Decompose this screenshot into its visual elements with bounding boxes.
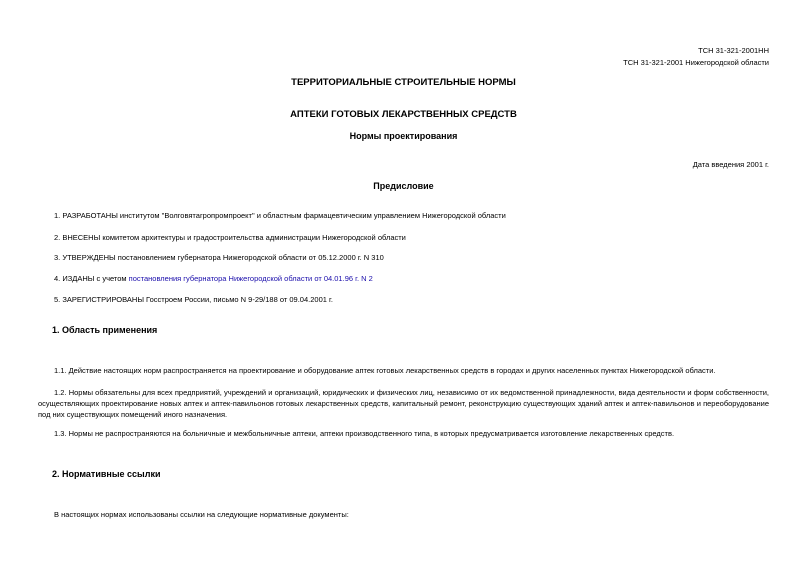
document-code: ТСН 31-321-2001НН [698,46,769,55]
preface-heading: Предисловие [373,181,434,191]
preface-item-1: 1. РАЗРАБОТАНЫ институтом "Волговятагропромпроект" и областным фармацевтическим управлением Нижегородской области [54,211,506,220]
section-1-heading: 1. Область применения [52,325,158,335]
document-title: ТЕРРИТОРИАЛЬНЫЕ СТРОИТЕЛЬНЫЕ НОРМЫ [291,77,516,88]
section-1-paragraph-1: 1.1. Действие настоящих норм распространяется на проектирование и оборудование аптек готовых лекарственных средств в городах и других населенных пунктах Нижегородской области. [54,366,716,375]
preface-item-5: 5. ЗАРЕГИСТРИРОВАНЫ Госстроем России, письмо N 9-29/188 от 09.04.2001 г. [54,295,333,304]
section-1-paragraph-3: 1.3. Нормы не распространяются на больничные и межбольничные аптеки, аптеки производственного типа, в которых предусматривается изготовление лекарственных средств. [54,429,675,438]
document-code-region: ТСН 31-321-2001 Нижегородской области [623,58,769,67]
decree-link[interactable]: постановления губернатора Нижегородской области от 04.01.96 г. N 2 [128,274,373,283]
intro-date: Дата введения 2001 г. [692,160,769,169]
preface-item-4 [54,274,373,283]
preface-item-3: 3. УТВЕРЖДЕНЫ постановлением губернатора Нижегородской области от 05.12.2000 г. N 310 [54,253,384,262]
document-subject: АПТЕКИ ГОТОВЫХ ЛЕКАРСТВЕННЫХ СРЕДСТВ [290,109,517,120]
section-2-heading: 2. Нормативные ссылки [52,469,161,479]
preface-item-2: 2. ВНЕСЕНЫ комитетом архитектуры и градостроительства администрации Нижегородской области [54,233,406,242]
preface-item-4-text: 4. ИЗДАНЫ с учетом [54,274,129,283]
section-2-paragraph-1: В настоящих нормах использованы ссылки на следующие нормативные документы: [54,510,349,519]
section-1-paragraph-2: 1.2. Нормы обязательны для всех предприятий, учреждений и организаций, юридических и физических лиц, независимо от их ведомственной принадлежности, вида деятельности и форм собственности, осуществляющих проектирование новых аптек и аптек-павильонов готовых лекарственных средств, капитальный ремонт, реконструкцию существующих зданий аптек и аптек-павильонов и переоборудование под них существующих помещений иного назначения. [38,388,769,419]
document-subtitle: Нормы проектирования [349,131,458,141]
